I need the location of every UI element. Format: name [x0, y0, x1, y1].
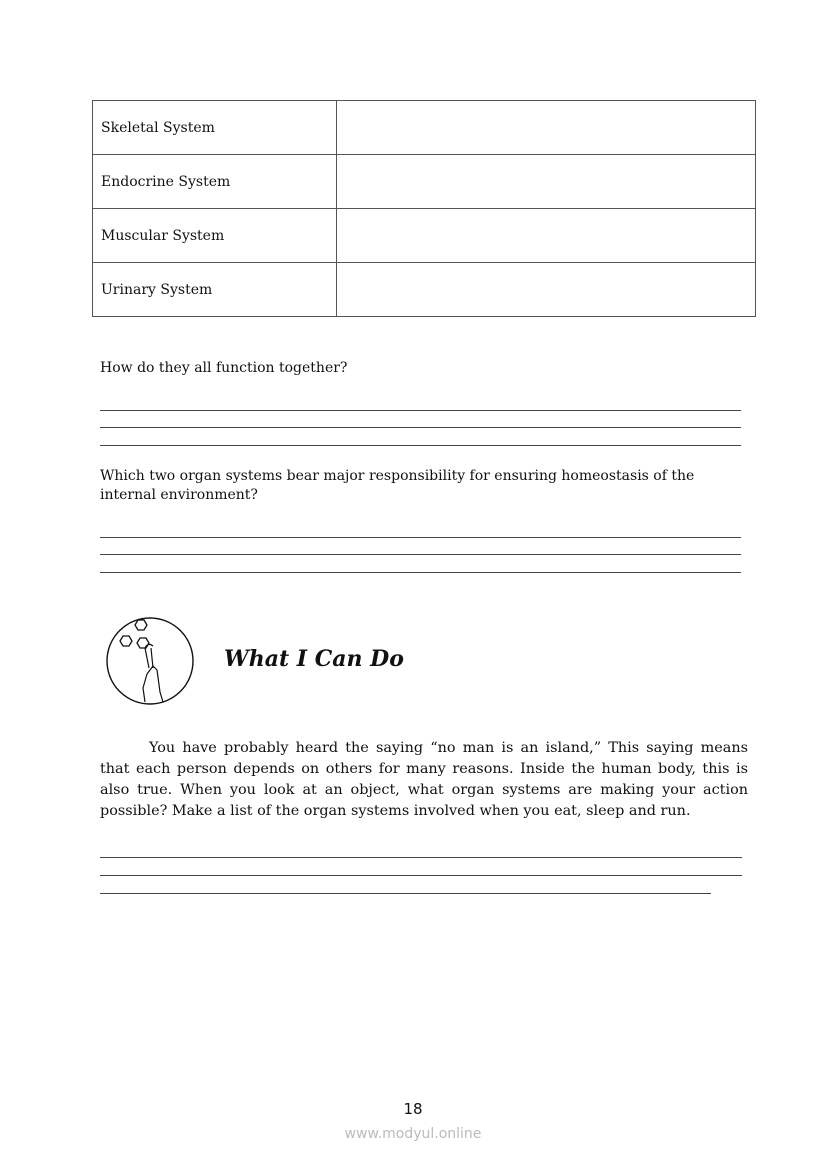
- question-1: How do they all function together?: [100, 360, 348, 376]
- watermark: www.modyul.online: [344, 1126, 482, 1142]
- answer-line[interactable]: [100, 893, 711, 894]
- page-number: 18: [403, 1100, 423, 1118]
- section-title: What I Can Do: [224, 646, 404, 672]
- answer-line[interactable]: [100, 537, 741, 538]
- answer-cell[interactable]: [337, 263, 756, 317]
- table-row: [93, 263, 756, 317]
- answer-cell[interactable]: [337, 209, 756, 263]
- organ-systems-table: [92, 100, 756, 317]
- hand-with-wrench-icon: [105, 616, 195, 706]
- answer-line[interactable]: [100, 875, 742, 876]
- system-cell: Skeletal System: [93, 101, 337, 155]
- answer-cell[interactable]: [337, 155, 756, 209]
- answer-cell[interactable]: [337, 101, 756, 155]
- system-cell: Muscular System: [93, 209, 337, 263]
- answer-line[interactable]: [100, 410, 741, 411]
- system-cell: Urinary System: [93, 263, 337, 317]
- answer-line[interactable]: [100, 857, 742, 858]
- answer-line[interactable]: [100, 445, 741, 446]
- answer-line[interactable]: [100, 554, 741, 555]
- table-row: [93, 209, 756, 263]
- system-cell: Endocrine System: [93, 155, 337, 209]
- section-paragraph: You have probably heard the saying “no man is an island,” This saying means that each person depends on others for many reasons. Inside the human body, this is also true. When you look at an object, what organ systems are making your action possible? Make a list of the organ systems involved when you eat, sleep and run.: [100, 740, 748, 819]
- table-row: [93, 101, 756, 155]
- question-2: Which two organ systems bear major responsibility for ensuring homeostasis of the internal environment?: [100, 468, 695, 503]
- answer-line[interactable]: [100, 427, 741, 428]
- answer-line[interactable]: [100, 572, 741, 573]
- table-row: [93, 155, 756, 209]
